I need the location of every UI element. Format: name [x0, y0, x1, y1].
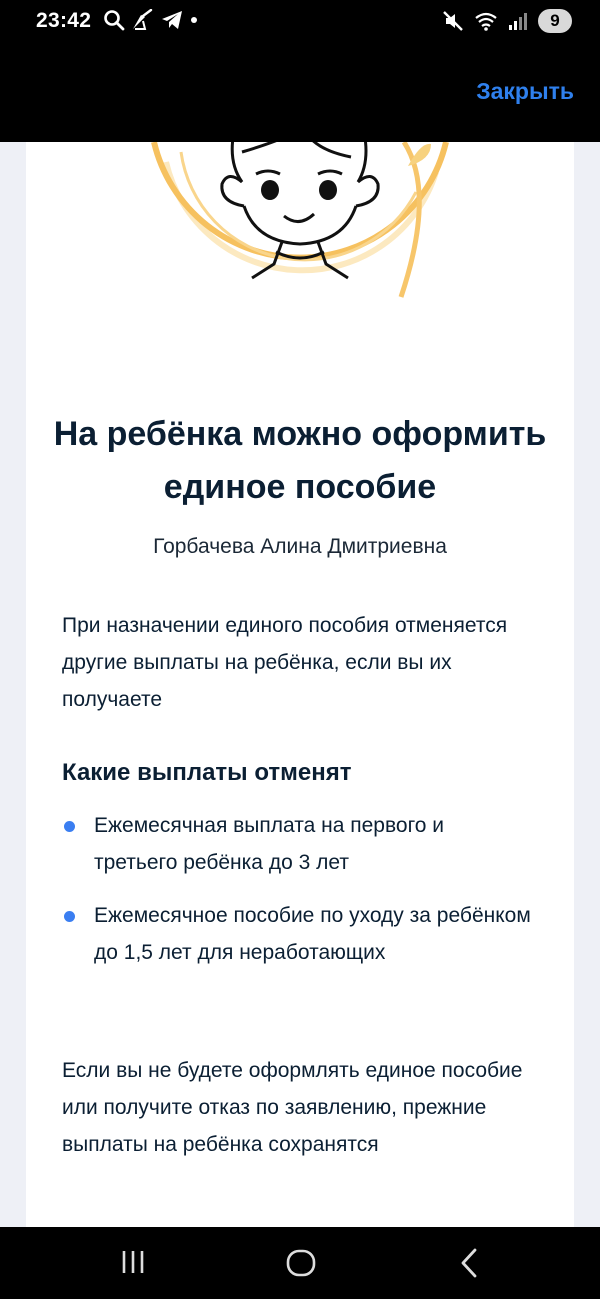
- broom-icon: [131, 9, 155, 31]
- bullet-icon: [64, 821, 75, 832]
- recipient-name: Горбачева Алина Дмитриевна: [153, 535, 447, 558]
- child-illustration: [146, 142, 456, 342]
- mute-icon: [442, 10, 464, 32]
- wifi-icon: [474, 10, 498, 32]
- list-item-text: Ежемесячное пособие по уходу за ребёнком до 1,5 лет для неработающих: [94, 904, 531, 964]
- intro-text: При назначении единого пособия отменяется другие выплаты на ребёнка, если вы их получаете: [62, 614, 508, 711]
- recent-apps-icon[interactable]: [118, 1247, 148, 1277]
- footer-note: Если вы не будете оформлять единое пособие или получите отказ по заявлению, прежние выплаты на ребёнка сохранятся: [62, 1059, 523, 1156]
- status-left-icons: [103, 9, 199, 31]
- top-bar: [0, 46, 600, 142]
- content-card: [26, 142, 574, 1227]
- list-item-text: Ежемесячная выплата на первого и третьего ребёнка до 3 лет: [94, 814, 445, 874]
- close-button[interactable]: Закрыть: [476, 78, 574, 104]
- dot-icon: [189, 9, 199, 31]
- telegram-icon: [161, 9, 183, 31]
- back-icon[interactable]: [455, 1247, 485, 1279]
- cancelled-payments-list: [62, 807, 532, 987]
- system-nav-bar: [0, 1227, 600, 1299]
- status-time: 23:42: [36, 9, 92, 32]
- home-icon[interactable]: [285, 1247, 317, 1279]
- bullet-icon: [64, 911, 75, 922]
- page-title: На ребёнка можно оформить единое пособие: [53, 415, 547, 507]
- section-heading: Какие выплаты отменят: [62, 759, 352, 786]
- list-item: [62, 807, 532, 881]
- notification-count-badge: 9: [538, 9, 572, 33]
- list-item: [62, 897, 532, 971]
- search-icon: [103, 9, 125, 31]
- status-right-icons: [442, 9, 572, 33]
- status-bar: [0, 0, 600, 46]
- signal-icon: [508, 10, 528, 32]
